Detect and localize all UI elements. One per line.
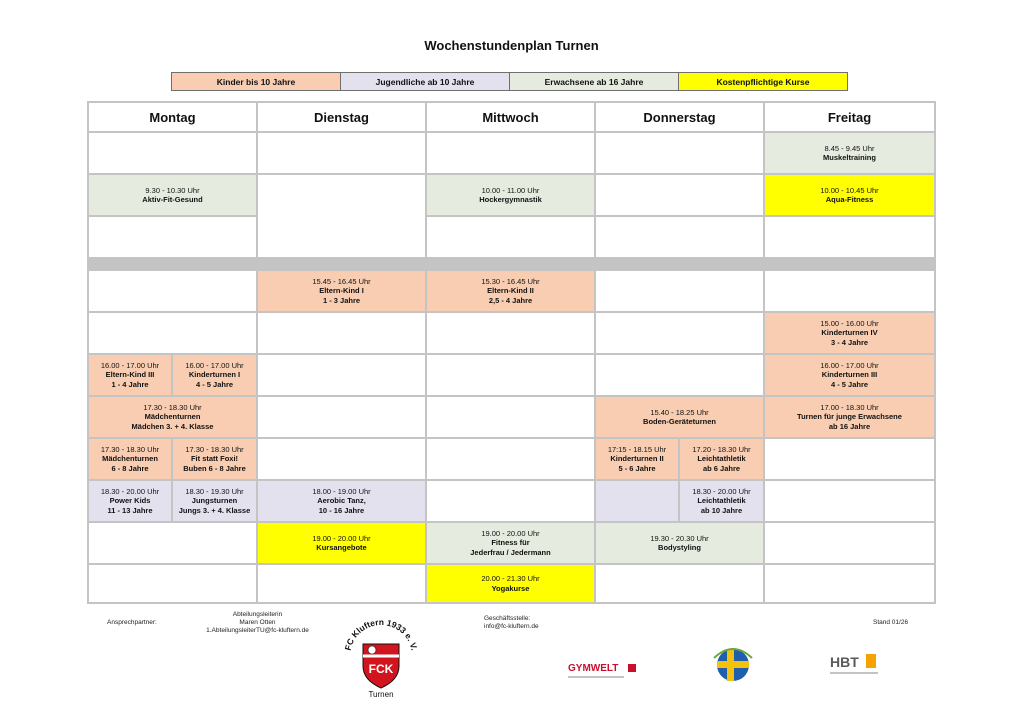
- hbt-logo: [826, 648, 882, 680]
- empty-slot: [765, 271, 934, 311]
- event-time: 15.30 - 16.45 Uhr: [481, 276, 540, 286]
- day-header-mittwoch: Mittwoch: [427, 103, 594, 131]
- event-fitness-fuer-alle: [427, 523, 594, 563]
- event-age: 5 - 6 Jahre: [618, 463, 656, 473]
- event-time: 17.20 - 18.30 Uhr: [692, 444, 751, 454]
- event-time: 15.00 - 16.00 Uhr: [820, 318, 879, 328]
- event-age: 4 - 5 Jahre: [830, 379, 869, 389]
- event-title: Hockergymnastik: [479, 195, 542, 204]
- empty-slot: [258, 565, 425, 602]
- event-aerobic-tanz: [258, 481, 425, 521]
- empty-slot: [89, 565, 256, 602]
- event-age: Jungs 3. + 4. Klasse: [178, 505, 251, 515]
- event-title: Boden-Geräteturnen: [643, 417, 716, 426]
- midday-divider: [87, 259, 936, 269]
- event-title: Aktiv-Fit-Gesund: [142, 195, 203, 204]
- event-title: Muskeltraining: [823, 153, 876, 162]
- event-age: 4 - 5 Jahre: [195, 379, 234, 389]
- leiterin-title: Abteilungsleiterin: [232, 611, 283, 618]
- event-age: Buben 6 - 8 Jahre: [183, 463, 246, 473]
- event-time: 8.45 - 9.45 Uhr: [824, 143, 875, 153]
- event-fit-statt-foxi: [173, 439, 256, 479]
- legend: [172, 72, 848, 91]
- event-time: 18.30 - 20.00 Uhr: [692, 486, 751, 496]
- day-header-dienstag: Dienstag: [258, 103, 425, 131]
- empty-slot: [427, 313, 594, 353]
- event-title: Fitness für: [491, 538, 530, 548]
- event-bodystyling: [596, 523, 763, 563]
- event-title: Power Kids: [109, 496, 151, 506]
- event-title: Kinderturnen I: [188, 370, 241, 380]
- empty-slot: [765, 523, 934, 563]
- empty-slot: [596, 355, 763, 395]
- event-title: Aqua-Fitness: [825, 195, 874, 204]
- gymwelt-text: GYMWELT: [568, 663, 619, 674]
- event-jungsturnen: [173, 481, 256, 521]
- empty-slot: [258, 313, 425, 353]
- empty-slot: [596, 271, 763, 311]
- event-kinderturnen-4: [765, 313, 934, 353]
- event-age: ab 10 Jahre: [700, 505, 743, 515]
- event-muskeltraining: [765, 133, 934, 173]
- event-age: Mädchen 3. + 4. Klasse: [131, 421, 214, 431]
- event-age: 6 - 8 Jahre: [111, 463, 149, 473]
- page-title: Wochenstundenplan Turnen: [424, 38, 599, 53]
- event-kinderturnen-3: [765, 355, 934, 395]
- empty-slot: [596, 133, 763, 173]
- event-time: 16.00 - 17.00 Uhr: [820, 360, 879, 370]
- event-title: Kursangebote: [316, 543, 367, 552]
- empty-slot: [89, 313, 256, 353]
- event-title: Leichtathletik: [697, 496, 746, 506]
- event-aqua-fitness: [765, 175, 934, 215]
- empty-slot: [89, 523, 256, 563]
- leiterin-name: Maren Otten: [239, 619, 276, 626]
- event-time: 18.00 - 19.00 Uhr: [312, 486, 371, 496]
- fck-turnen: Turnen: [368, 690, 394, 699]
- event-age: Jederfrau / Jedermann: [470, 547, 551, 557]
- empty-slot: [258, 397, 425, 437]
- event-eltern-kind-2: [427, 271, 594, 311]
- empty-slot: [89, 133, 256, 173]
- event-age: ab 6 Jahre: [702, 463, 741, 473]
- event-title: Kinderturnen II: [610, 454, 664, 464]
- event-time: 20.00 - 21.30 Uhr: [481, 574, 540, 583]
- event-title: Turnen für junge Erwachsene: [797, 412, 902, 422]
- event-time: 9.30 - 10.30 Uhr: [145, 185, 200, 195]
- event-time: 17.00 - 18.30 Uhr: [820, 402, 879, 412]
- event-time: 19.00 - 20.00 Uhr: [481, 528, 540, 538]
- event-kinderturnen-2: [596, 439, 678, 479]
- schedule-grid: [87, 101, 936, 604]
- event-title: Fit statt Foxi!: [190, 454, 239, 464]
- event-leichtathletik-10: [680, 481, 763, 521]
- fck-logo: [336, 610, 426, 700]
- event-time: 16.00 - 17.00 Uhr: [185, 360, 244, 370]
- event-age: 11 - 13 Jahre: [107, 505, 153, 515]
- day-header-donnerstag: Donnerstag: [596, 103, 763, 131]
- empty-slot: [596, 565, 763, 602]
- footer-abteilungsleitung: [190, 611, 325, 635]
- event-title: Eltern-Kind III: [105, 370, 155, 380]
- legend-kosten: Kostenpflichtige Kurse: [678, 72, 848, 91]
- empty-slot: [427, 133, 594, 173]
- empty-slot: [258, 175, 425, 257]
- event-time: 10.00 - 11.00 Uhr: [481, 185, 540, 195]
- footer-ansprechpartner: Ansprechpartner:: [107, 619, 157, 626]
- event-time: 15.45 - 16.45 Uhr: [312, 276, 371, 286]
- event-maedchenturnen-klasse: [89, 397, 256, 437]
- legend-kinder: Kinder bis 10 Jahre: [171, 72, 341, 91]
- event-eltern-kind-1: [258, 271, 425, 311]
- event-title: Bodystyling: [658, 543, 701, 552]
- event-time: 15.40 - 18.25 Uhr: [650, 407, 709, 417]
- event-time: 19.30 - 20.30 Uhr: [650, 533, 709, 543]
- event-age: 3 - 4 Jahre: [830, 337, 869, 347]
- empty-slot: [427, 217, 594, 257]
- event-age: 10 - 16 Jahre: [318, 505, 365, 515]
- event-time: 10.00 - 10.45 Uhr: [820, 185, 879, 195]
- jugend-slot: [596, 481, 678, 521]
- event-aktiv-fit-gesund: [89, 175, 256, 215]
- event-turnen-junge-erwachsene: [765, 397, 934, 437]
- gymwelt-logo: [566, 658, 638, 682]
- gs-title: Geschäftsstelle:: [484, 615, 531, 622]
- event-age: 1 - 4 Jahre: [111, 379, 149, 389]
- day-header-montag: Montag: [89, 103, 256, 131]
- event-time: 18.30 - 19.30 Uhr: [185, 486, 244, 496]
- empty-slot: [596, 217, 763, 257]
- event-title: Leichtathletik: [697, 454, 746, 464]
- event-age: 1 - 3 Jahre: [322, 295, 361, 305]
- legend-jugend: Jugendliche ab 10 Jahre: [340, 72, 510, 91]
- gs-email[interactable]: info@fc-kluftern.de: [484, 623, 539, 630]
- event-time: 17.30 - 18.30 Uhr: [143, 402, 202, 412]
- event-title: Eltern-Kind I: [319, 286, 364, 296]
- event-hockergymnastik: [427, 175, 594, 215]
- empty-slot: [427, 439, 594, 479]
- event-title: Eltern-Kind II: [487, 286, 534, 296]
- hbt-text: HBT: [830, 654, 859, 670]
- empty-slot: [596, 313, 763, 353]
- event-title: Aerobic Tanz,: [317, 496, 366, 506]
- legend-erwachsene: Erwachsene ab 16 Jahre: [509, 72, 679, 91]
- event-time: 17:15 - 18.15 Uhr: [607, 444, 667, 454]
- event-eltern-kind-3: [89, 355, 171, 395]
- event-kursangebote: [258, 523, 425, 563]
- empty-slot: [427, 355, 594, 395]
- event-age: ab 16 Jahre: [828, 421, 871, 431]
- event-title: Kinderturnen III: [821, 370, 878, 380]
- fck-letters: FCK: [368, 662, 394, 676]
- event-yogakurse: [427, 565, 594, 602]
- empty-slot: [258, 133, 425, 173]
- empty-slot: [765, 481, 934, 521]
- event-title: Kinderturnen IV: [821, 328, 878, 338]
- empty-slot: [427, 481, 594, 521]
- empty-slot: [596, 175, 763, 215]
- empty-slot: [765, 439, 934, 479]
- event-kinderturnen-1: [173, 355, 256, 395]
- leiterin-email[interactable]: 1.AbteilungsleiterTU@fc-kluftern.de: [206, 627, 309, 634]
- event-title: Mädchenturnen: [102, 454, 158, 464]
- event-leichtathletik-6: [680, 439, 763, 479]
- event-boden-geraeteturnen: [596, 397, 763, 437]
- event-time: 16.00 - 17.00 Uhr: [100, 360, 160, 370]
- footer-stand: Stand 01/26: [873, 619, 909, 626]
- empty-slot: [765, 217, 934, 257]
- event-title: Yogakurse: [491, 583, 530, 593]
- event-time: 19.00 - 20.00 Uhr: [312, 533, 371, 543]
- empty-slot: [765, 565, 934, 602]
- event-maedchenturnen-alter: [89, 439, 171, 479]
- schwedisch-logo: [706, 644, 760, 686]
- empty-slot: [258, 439, 425, 479]
- footer-geschaeftsstelle: [484, 615, 539, 631]
- event-title: Jungsturnen: [191, 496, 238, 506]
- event-age: 2,5 - 4 Jahre: [488, 295, 533, 305]
- fck-ring-text: FC Kluftern 1933 e. V.: [342, 616, 420, 652]
- event-time: 17.30 - 18.30 Uhr: [185, 444, 244, 454]
- event-power-kids: [89, 481, 171, 521]
- day-header-freitag: Freitag: [765, 103, 934, 131]
- empty-slot: [89, 271, 256, 311]
- event-title: Mädchenturnen: [144, 412, 201, 422]
- empty-slot: [89, 217, 256, 257]
- event-time: 17.30 - 18.30 Uhr: [100, 444, 160, 454]
- event-time: 18.30 - 20.00 Uhr: [100, 486, 160, 496]
- empty-slot: [258, 355, 425, 395]
- empty-slot: [427, 397, 594, 437]
